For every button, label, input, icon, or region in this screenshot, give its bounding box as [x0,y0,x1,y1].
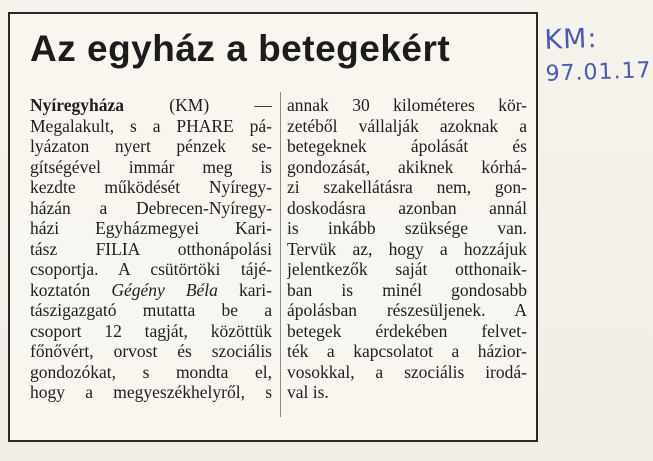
person-name: Gégény Béla [111,279,218,300]
text-segment: főnővért, orvost és szociális [30,341,272,361]
text-line [30,341,272,362]
text-segment: házi Egyházmegyei Kari- [30,218,272,238]
text-line: ápolásban részesüljenek. A [287,300,527,320]
text-line: betegek érdekében felvet- [287,320,527,341]
text-segment: Megalakult, s a PHARE pá- [30,115,272,136]
text-segment: gondozókat, s mondta el, [30,361,272,382]
text-segment: kari- [217,279,272,300]
column-divider [280,92,281,417]
text-line: is inkább szüksége van. [287,218,527,238]
text-line [30,300,272,321]
text-segment: csoport 12 tagját, közöttük [30,320,272,341]
text-segment: hogy a megyeszékhelyről, s [30,382,272,402]
text-line: zi szakellátásra nem, gon- [287,177,527,197]
text-line: doskodásra azonban annál [287,197,527,218]
text-line [30,280,272,301]
text-line: vosokkal, a szociális irodá- [287,361,527,382]
text-segment: lyázaton nyert pénzek se- [30,136,272,156]
text-line [30,177,272,198]
text-line [30,382,272,403]
text-line: ban is minél gondosabb [287,279,527,300]
article-headline: Az egyház a betegekért [30,28,451,69]
note-source: KM: [543,23,599,56]
text-line [30,136,272,157]
text-line [30,95,272,116]
text-line [30,198,272,219]
text-segment: (KM) — [123,95,272,115]
text-line [30,239,272,260]
text-segment: gítségével immár meg is [30,156,272,177]
text-segment: koztatón [30,279,112,300]
text-line: annak 30 kilométeres kör- [287,95,527,115]
text-line [30,116,272,137]
article-right-column [287,95,527,403]
text-segment: tász FILIA otthonápolási [30,238,272,259]
text-line [30,157,272,178]
text-line: jelentkezők saját otthonaik- [287,259,527,279]
text-segment: tászigazgató mutatta be a [30,300,272,320]
text-segment: csoportja. A csütörtöki tájé- [30,259,272,279]
text-line: betegeknek ápolását és [287,136,527,156]
text-line: zetéből vállalják azoknak a [287,115,527,136]
text-line: gondozását, akiknek kórhá- [287,156,527,177]
handwritten-date-note [544,20,652,92]
text-line [30,259,272,280]
text-line [30,321,272,342]
note-date: 97.01.17 [545,58,652,87]
text-line: val is. [287,382,329,402]
text-line: ték a kapcsolatot a házior- [287,341,527,361]
text-line: Tervük az, hogy a hozzájuk [287,238,527,259]
text-segment: házán a Debrecen-Nyíregy- [30,197,272,218]
text-line [30,218,272,239]
text-segment: kezdte működését Nyíregy- [30,177,272,197]
dateline: Nyíregyháza [30,95,124,115]
text-line [30,362,272,383]
article-left-column [30,95,272,403]
